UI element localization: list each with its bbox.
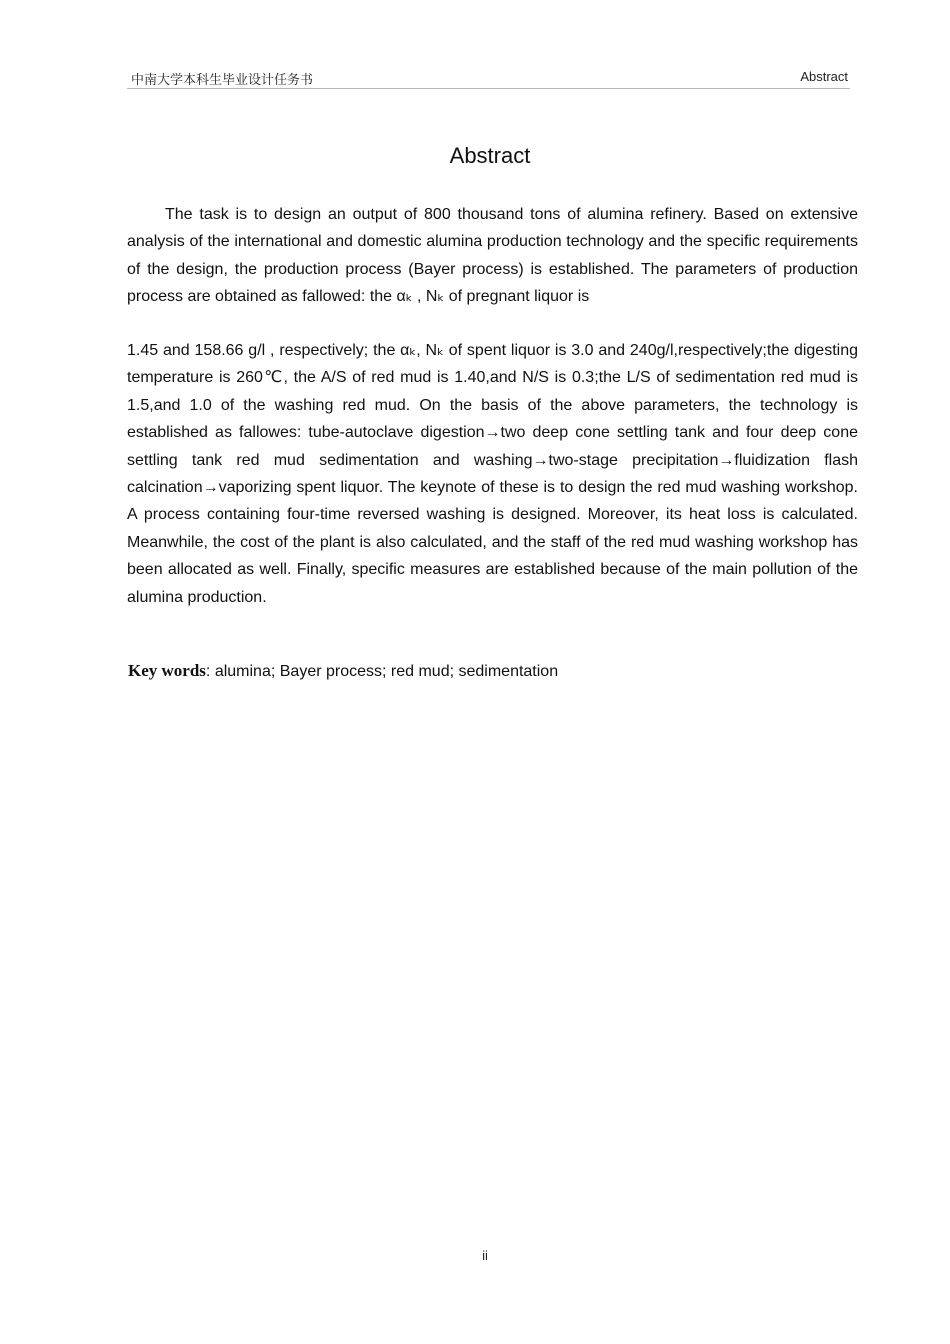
keywords-label: Key words (128, 661, 206, 680)
keywords-separator: : (205, 663, 211, 680)
keywords-line (128, 661, 558, 681)
page-header (127, 66, 850, 89)
abstract-paragraph-1: The task is to design an output of 800 thousand tons of alumina refinery. Based on extensive analysis of the international and domestic alumina production technology and the specific requirements of the design, the production process (Bayer process) is established. The parameters of production process are obtained as fallowed: the αₖ , Nₖ of pregnant liquor is (127, 206, 858, 306)
header-university-title: 中南大学本科生毕业设计任务书 (131, 73, 314, 88)
page-number: ii (482, 1248, 488, 1263)
abstract-paragraph-2: 1.45 and 158.66 g/l , respectively; the αₖ, Nₖ of spent liquor is 3.0 and 240g/l,respectively;the digesting temperature is 260℃, the A/S of red mud is 1.40,and N/S is 0.3;the L/S of sedimentation red mud is 1.5,and 1.0 of the washing red mud. On the basis of the above parameters, the technology is established as fallowes: tube-autoclave digestion→two deep cone settling tank and four deep cone settling tank red mud sedimentation and washing→two-stage precipitation→fluidization flash calcination→vaporizing spent liquor. The keynote of these is to design the red mud washing workshop. A process containing four-time reversed washing is designed. Moreover, its heat loss is calculated. Meanwhile, the cost of the plant is also calculated, and the staff of the red mud washing workshop has been allocated as well. Finally, specific measures are established because of the main pollution of the alumina production. (127, 342, 858, 606)
header-section-title: Abstract (800, 69, 848, 84)
abstract-title: Abstract (449, 143, 531, 168)
keywords-text: alumina; Bayer process; red mud; sedimentation (210, 663, 559, 680)
